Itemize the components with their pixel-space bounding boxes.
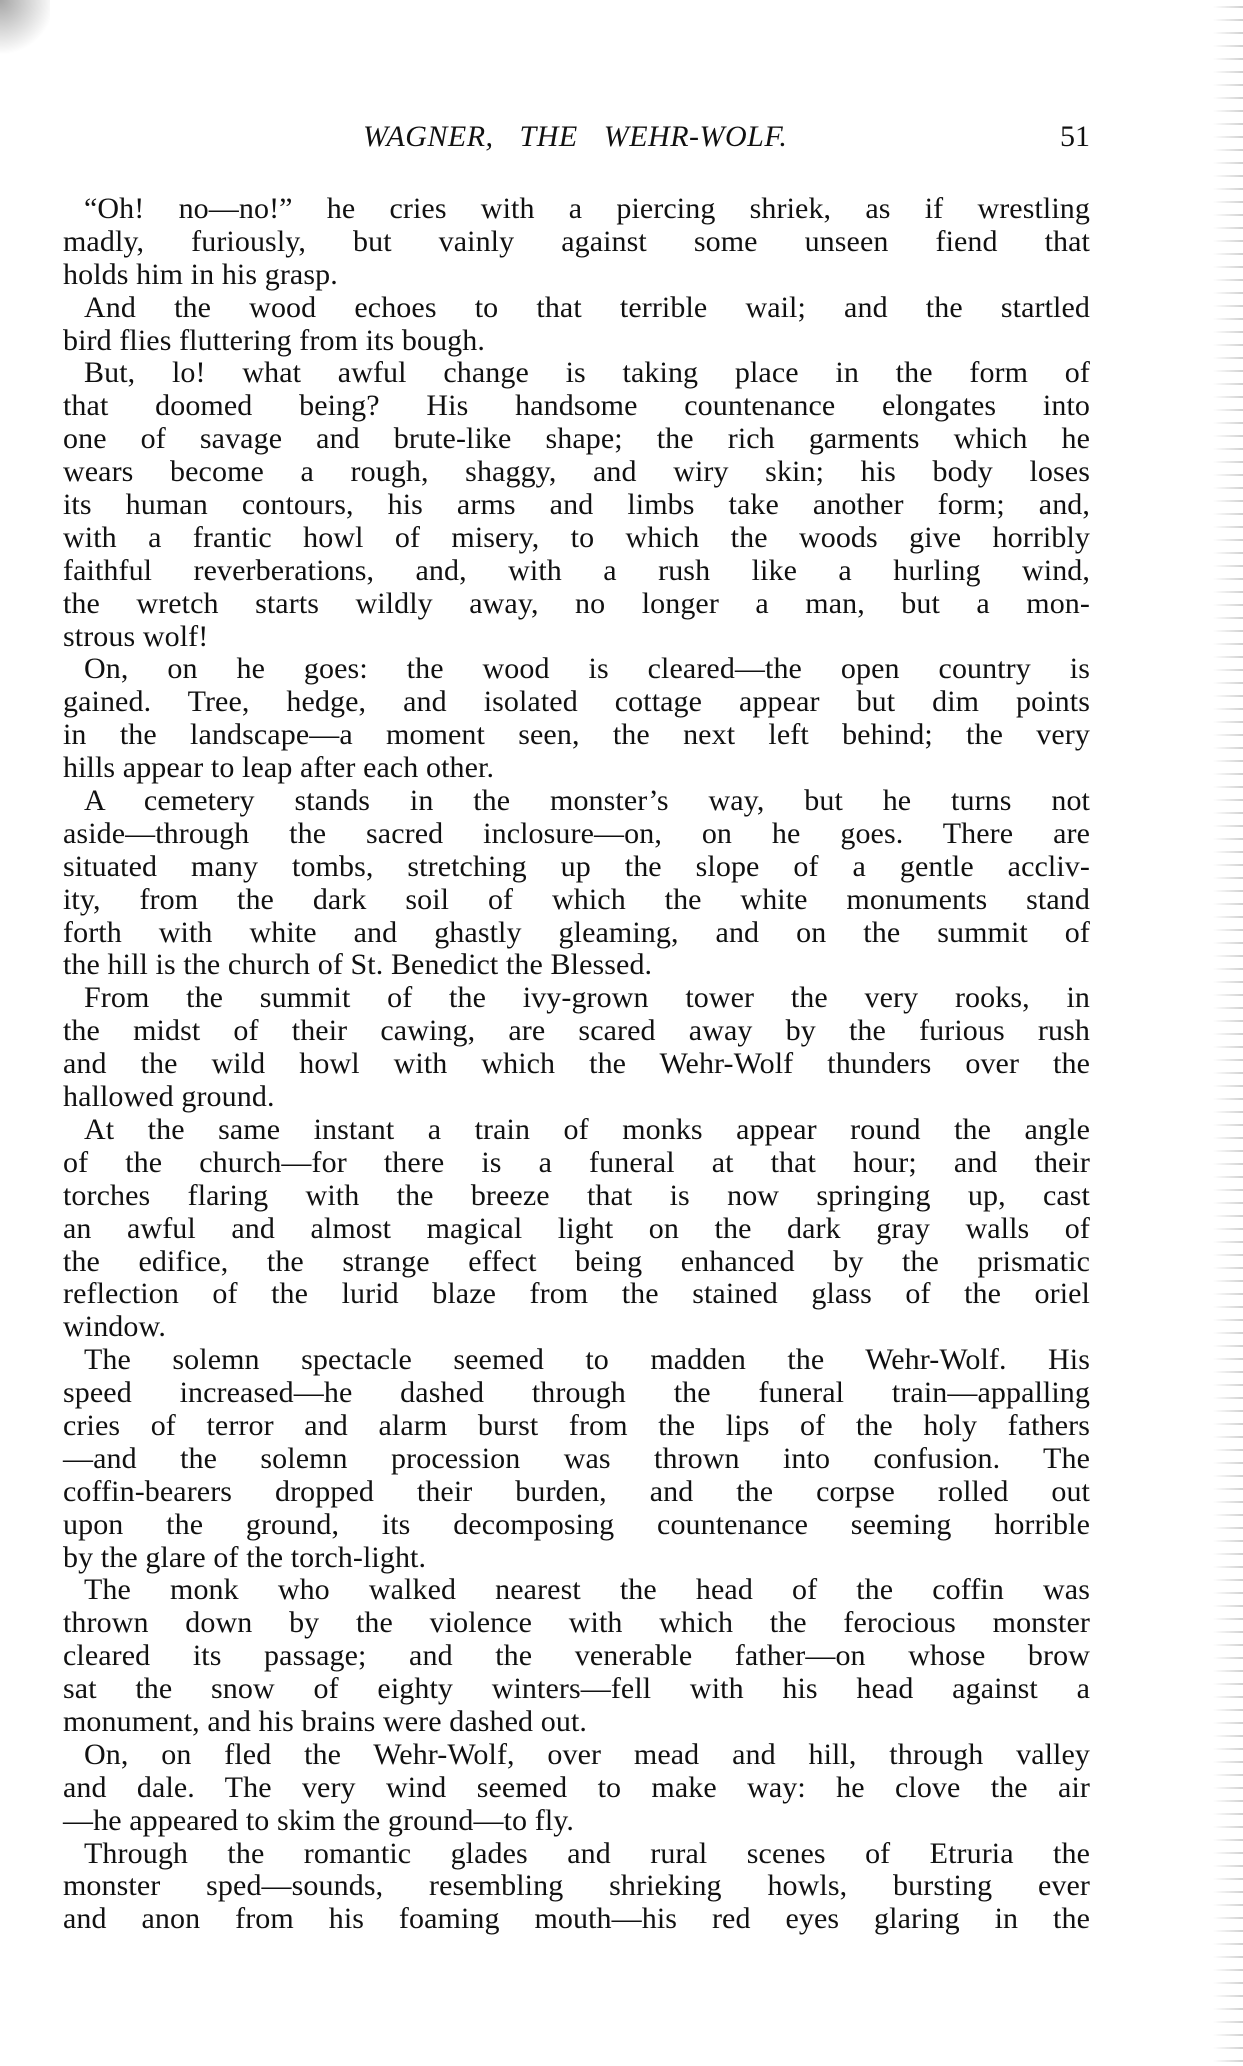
text-line: wears become a rough, shaggy, and wiry skin; his body loses xyxy=(63,455,1090,489)
text-line: ity, from the dark soil of which the white monuments stand xyxy=(63,882,1090,916)
text-line: At the same instant a train of monks appear round the angle xyxy=(84,1112,1090,1146)
running-head xyxy=(63,120,1090,160)
body-text xyxy=(63,193,1090,1936)
text-line: But, lo! what awful change is taking place in the form of xyxy=(84,356,1090,390)
paragraph xyxy=(63,982,1090,1114)
text-line: holds him in his grasp. xyxy=(63,257,338,291)
text-line: the wretch starts wildly away, no longer a man, but a mon- xyxy=(63,586,1090,620)
paragraph xyxy=(63,1344,1090,1574)
text-line: And the wood echoes to that terrible wail; and the startled xyxy=(84,290,1090,324)
text-line: “Oh! no—no!” he cries with a piercing shriek, as if wrestling xyxy=(84,192,1090,225)
text-line: A cemetery stands in the monster’s way, but he turns not xyxy=(84,784,1090,818)
paragraph xyxy=(63,1574,1090,1738)
text-line: the edifice, the strange effect being enhanced by the prismatic xyxy=(63,1244,1090,1278)
text-line: The solemn spectacle seemed to madden the Wehr-Wolf. His xyxy=(84,1343,1090,1377)
text-line: of the church—for there is a funeral at that hour; and their xyxy=(63,1145,1090,1179)
text-line: and the wild howl with which the Wehr-Wolf thunders over the xyxy=(63,1047,1090,1081)
paragraph xyxy=(63,292,1090,358)
text-line: window. xyxy=(63,1310,166,1344)
text-line: one of savage and brute-like shape; the rich garments which he xyxy=(63,422,1090,456)
page-edge-shadow xyxy=(1213,0,1243,2066)
text-line: —he appeared to skim the ground—to fly. xyxy=(63,1803,574,1837)
text-line: hallowed ground. xyxy=(63,1080,275,1114)
text-line: and dale. The very wind seemed to make way: he clove the air xyxy=(63,1770,1090,1804)
running-title: WAGNER, THE WEHR-WOLF. xyxy=(363,120,788,153)
text-line: coffin-bearers dropped their burden, and the corpse rolled out xyxy=(63,1474,1090,1508)
paragraph xyxy=(63,357,1090,653)
text-line: hills appear to leap after each other. xyxy=(63,751,495,785)
text-line: aside—through the sacred inclosure—on, on he goes. There are xyxy=(63,816,1090,850)
paragraph xyxy=(63,1739,1090,1838)
text-line: From the summit of the ivy-grown tower the very rooks, in xyxy=(84,981,1090,1015)
text-line: —and the solemn procession was thrown into confusion. The xyxy=(63,1441,1090,1475)
text-line: with a frantic howl of misery, to which the woods give horribly xyxy=(63,520,1090,554)
text-line: torches flaring with the breeze that is now springing up, cast xyxy=(63,1178,1090,1212)
text-line: cleared its passage; and the venerable father—on whose brow xyxy=(63,1639,1090,1673)
page-number: 51 xyxy=(1060,120,1090,153)
paragraph xyxy=(63,193,1090,292)
text-line: On, on fled the Wehr-Wolf, over mead and hill, through valley xyxy=(84,1737,1090,1771)
text-line: speed increased—he dashed through the funeral train—appalling xyxy=(63,1376,1090,1410)
text-line: cries of terror and alarm burst from the lips of the holy fathers xyxy=(63,1408,1090,1442)
text-line: an awful and almost magical light on the dark gray walls of xyxy=(63,1211,1090,1245)
text-line: its human contours, his arms and limbs take another form; and, xyxy=(63,488,1090,522)
text-line: the midst of their cawing, are scared away by the furious rush xyxy=(63,1014,1090,1048)
text-line: reflection of the lurid blaze from the stained glass of the oriel xyxy=(63,1277,1090,1311)
text-line: monster sped—sounds, resembling shrieking howls, bursting ever xyxy=(63,1869,1090,1903)
paragraph xyxy=(63,1838,1090,1937)
text-line: sat the snow of eighty winters—fell with his head against a xyxy=(63,1672,1090,1706)
text-line: Through the romantic glades and rural scenes of Etruria the xyxy=(84,1836,1090,1870)
paragraph xyxy=(63,1114,1090,1344)
text-line: forth with white and ghastly gleaming, and on the summit of xyxy=(63,915,1090,949)
text-line: gained. Tree, hedge, and isolated cottage appear but dim points xyxy=(63,685,1090,719)
text-line: On, on he goes: the wood is cleared—the open country is xyxy=(84,652,1090,686)
text-line: thrown down by the violence with which the ferocious monster xyxy=(63,1606,1090,1640)
text-line: by the glare of the torch-light. xyxy=(63,1540,427,1574)
text-line: faithful reverberations, and, with a rush like a hurling wind, xyxy=(63,553,1090,587)
text-line: madly, furiously, but vainly against some unseen fiend that xyxy=(63,224,1090,258)
text-line: and anon from his foaming mouth—his red eyes glaring in the xyxy=(63,1902,1090,1936)
text-line: that doomed being? His handsome countenance elongates into xyxy=(63,389,1090,423)
text-line: bird flies fluttering from its bough. xyxy=(63,323,485,357)
text-line: The monk who walked nearest the head of the coffin was xyxy=(84,1573,1090,1607)
text-line: upon the ground, its decomposing countenance seeming horrible xyxy=(63,1507,1090,1541)
paragraph xyxy=(63,785,1090,982)
page-edge-shadow xyxy=(0,0,50,60)
text-line: in the landscape—a moment seen, the next left behind; the very xyxy=(63,718,1090,752)
text-line: situated many tombs, stretching up the slope of a gentle accliv- xyxy=(63,849,1090,883)
text-line: monument, and his brains were dashed out. xyxy=(63,1704,587,1738)
paragraph xyxy=(63,653,1090,785)
text-line: the hill is the church of St. Benedict the Blessed. xyxy=(63,948,653,982)
text-line: strous wolf! xyxy=(63,619,209,653)
